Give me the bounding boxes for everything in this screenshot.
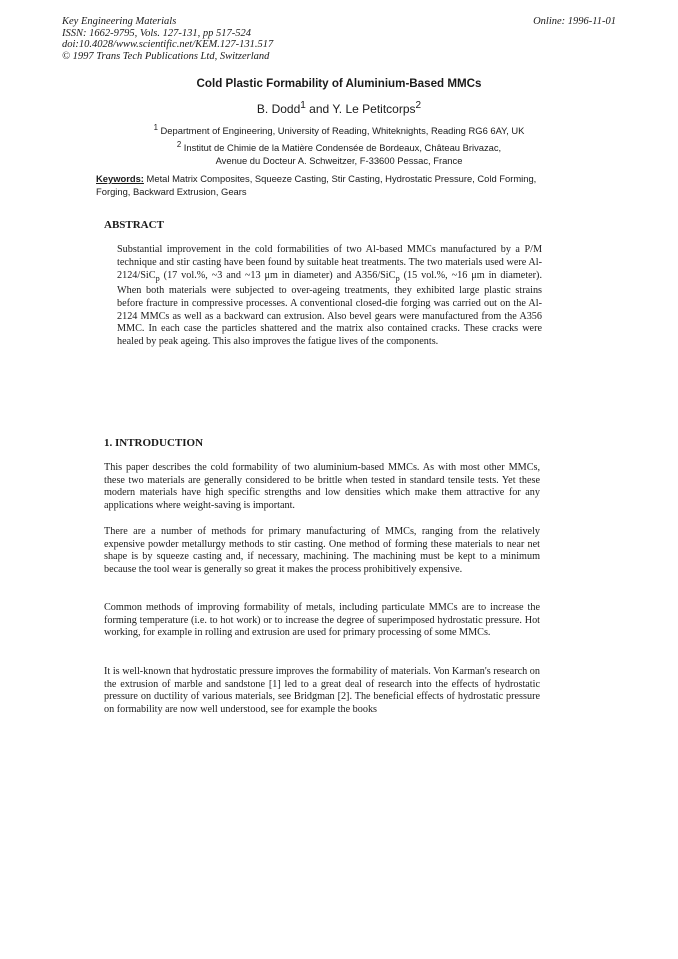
intro-paragraph-1: This paper describes the cold formability of two aluminium-based MMCs. As with most other MMCs, these two materials are generally considered to be brittle when tested in standard tensile tests. Yet these modern materials have high specific strengths and low densities which make them attractive for any applications where weight-saving is important. bbox=[104, 462, 540, 511]
intro-paragraph-2: There are a number of methods for primary manufacturing of MMCs, ranging from the relatively expensive powder metallurgy methods to stir casting. One method of forming these materials to near net shape is by squeeze casting and, if necessary, machining. The machining must be kept to a minimum because the tool wear is generally so great it makes the process prohibitively expensive. bbox=[104, 526, 540, 575]
affiliation-2-mark: 2 bbox=[176, 140, 182, 149]
abstract-body bbox=[117, 244, 542, 349]
abstract-heading: ABSTRACT bbox=[104, 219, 164, 231]
running-header bbox=[62, 16, 273, 62]
author-line bbox=[0, 100, 678, 116]
keywords bbox=[96, 172, 548, 198]
paper-title: Cold Plastic Formability of Aluminium-Based MMCs bbox=[196, 77, 482, 90]
introduction-heading: 1. INTRODUCTION bbox=[104, 437, 204, 449]
abstract-subscript-2: p bbox=[395, 272, 400, 283]
online-date: Online: 1996-11-01 bbox=[533, 16, 616, 27]
affiliation-2 bbox=[0, 139, 678, 167]
affiliation-2-line-1: Institut de Chimie de la Matière Condensée de Bordeaux, Château Brivazac, bbox=[181, 142, 502, 154]
keywords-label: Keywords: bbox=[96, 173, 144, 184]
doi-line: doi:10.4028/www.scientific.net/KEM.127-131.517 bbox=[62, 39, 274, 50]
journal-name: Key Engineering Materials bbox=[62, 16, 177, 27]
affiliation-1-text: Department of Engineering, University of Reading, Whiteknights, Reading RG6 6AY, UK bbox=[157, 125, 525, 137]
intro-paragraph-4: It is well-known that hydrostatic pressure improves the formability of materials. Von Karman's research on the extrusion of marble and sandstone [1] led to a great deal of research into the effects of hydrostatic pressure on ductility of various materials, see Bridgman [2]. The beneficial effects of hydrostatic pressure on formability are now well understood, see for example the books bbox=[104, 666, 540, 715]
affiliation-2-line-2: Avenue du Docteur A. Schweitzer, F-33600 Pessac, France bbox=[215, 154, 463, 166]
abstract-text-1: Substantial improvement in the cold formabilities of two Al-based MMCs manufactured by a P/M technique and stir casting have been found by suitable heat treatments. The two materials used were Al-2124/SiC bbox=[117, 244, 542, 281]
affiliation-1-mark: 1 bbox=[153, 123, 158, 132]
abstract-text-3: (15 vol.%, ~16 μm in diameter). When both materials were subjected to over-ageing treatments, they exhibited large plastic strains before fracture in compressive processes. A conventional closed-die forging was carried out on the Al-2124 MMCs as well as a backward can extrusion. Also bevel gears were manufactured from the A356 MMC. In each case the particles shattered and the matrix also contained cracks. These cracks were healed by peak ageing. This also improves the fatigue lives of the components. bbox=[117, 269, 542, 348]
author-1-affil-mark: 1 bbox=[300, 100, 306, 111]
author-2-affil-mark: 2 bbox=[415, 100, 422, 111]
keywords-list: Metal Matrix Composites, Squeeze Casting, Stir Casting, Hydrostatic Pressure, Cold Forming, Forging, Backward Extrusion, Gears bbox=[96, 173, 537, 197]
abstract-text-2: (17 vol.%, ~3 and ~13 μm in diameter) and A356/SiC bbox=[159, 269, 396, 281]
abstract-subscript-1: p bbox=[155, 272, 160, 283]
affiliation-1 bbox=[0, 122, 678, 138]
issn-line: ISSN: 1662-9795, Vols. 127-131, pp 517-524 bbox=[62, 27, 251, 39]
author-2: Y. Le Petitcorps bbox=[332, 102, 416, 116]
author-conjunction: and bbox=[305, 102, 333, 116]
copyright-line: © 1997 Trans Tech Publications Ltd, Switzerland bbox=[62, 50, 270, 62]
author-1: B. Dodd bbox=[256, 102, 301, 116]
intro-paragraph-3: Common methods of improving formability of metals, including particulate MMCs are to increase the forming temperature (i.e. to hot work) or to increase the degree of superimposed hydrostatic pressure. Hot working, for example in rolling and extrusion are used for primary processing of some MMCs. bbox=[104, 602, 540, 639]
